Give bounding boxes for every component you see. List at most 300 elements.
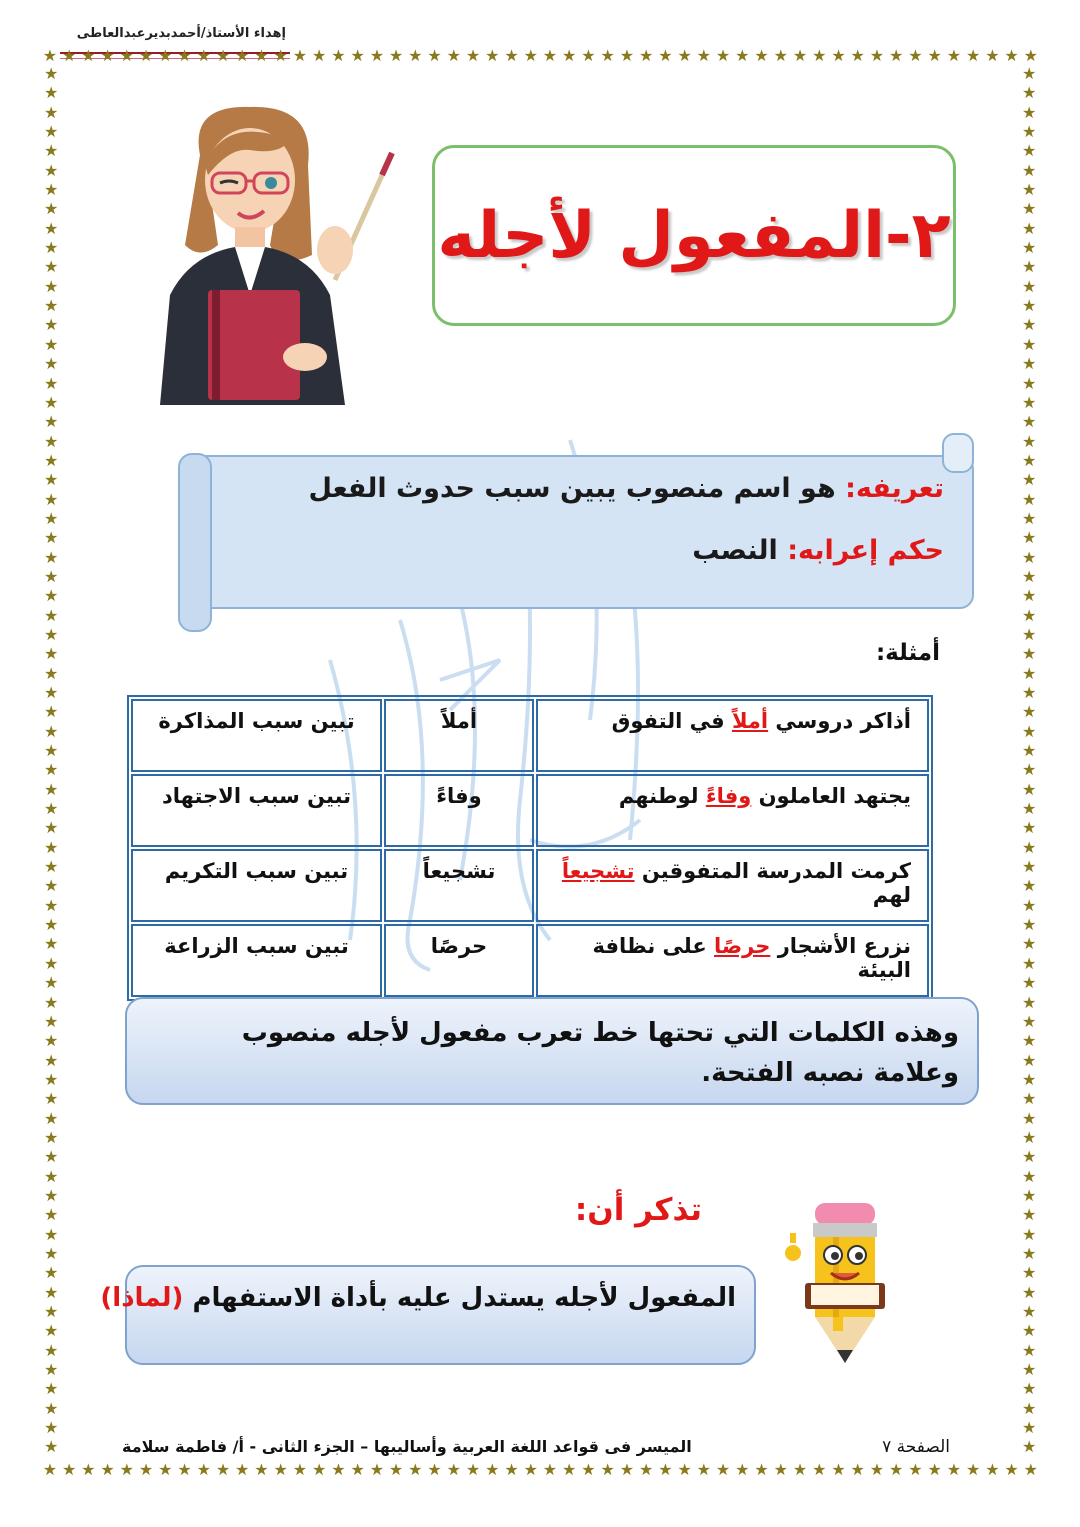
star-icon: ★ bbox=[44, 1379, 59, 1399]
sentence-part: لوطنهم bbox=[618, 784, 706, 808]
star-icon: ★ bbox=[42, 1460, 58, 1479]
star-icon: ★ bbox=[44, 528, 59, 548]
star-icon: ★ bbox=[1022, 160, 1037, 180]
star-icon: ★ bbox=[100, 46, 115, 65]
star-icon: ★ bbox=[44, 644, 59, 664]
star-icon: ★ bbox=[44, 354, 59, 374]
remember-box bbox=[100, 1265, 756, 1365]
table-row bbox=[131, 699, 929, 772]
definition-line bbox=[308, 473, 944, 504]
object-word: أملاً bbox=[384, 699, 534, 772]
star-icon: ★ bbox=[44, 1147, 59, 1167]
star-icon: ★ bbox=[908, 1460, 923, 1479]
examples-table bbox=[127, 695, 933, 1001]
star-icon: ★ bbox=[1022, 1050, 1037, 1070]
example-sentence bbox=[536, 699, 929, 772]
star-icon: ★ bbox=[1022, 1340, 1037, 1360]
star-icon: ★ bbox=[44, 1166, 59, 1186]
star-icon: ★ bbox=[44, 392, 59, 412]
star-icon: ★ bbox=[158, 1460, 173, 1479]
star-icon: ★ bbox=[44, 64, 59, 83]
sentence-part: نزرع الأشجار bbox=[770, 934, 911, 958]
star-icon: ★ bbox=[638, 46, 654, 65]
star-icon: ★ bbox=[44, 992, 59, 1012]
star-icon: ★ bbox=[1022, 566, 1037, 586]
star-icon: ★ bbox=[1022, 857, 1037, 877]
note-text: وهذه الكلمات التي تحتها خط تعرب مفعول لأجله منصوب وعلامة نصبه الفتحة. bbox=[241, 1018, 959, 1088]
star-border-column bbox=[1022, 66, 1036, 1456]
star-icon: ★ bbox=[1022, 431, 1037, 451]
star-icon: ★ bbox=[44, 102, 59, 122]
star-icon: ★ bbox=[44, 876, 59, 896]
star-icon: ★ bbox=[44, 566, 59, 586]
star-icon: ★ bbox=[44, 141, 59, 161]
star-icon: ★ bbox=[44, 489, 59, 509]
star-icon: ★ bbox=[715, 1460, 731, 1479]
star-icon: ★ bbox=[44, 683, 59, 702]
star-icon: ★ bbox=[658, 46, 673, 65]
star-icon: ★ bbox=[44, 296, 59, 316]
object-word: حرصًا bbox=[384, 924, 534, 997]
object-word: تشجيعاً bbox=[384, 849, 534, 922]
star-icon: ★ bbox=[61, 46, 77, 65]
star-icon: ★ bbox=[581, 46, 596, 65]
star-icon: ★ bbox=[773, 1460, 788, 1479]
star-border-column bbox=[44, 66, 58, 1456]
star-icon: ★ bbox=[1022, 392, 1037, 412]
star-icon: ★ bbox=[44, 586, 59, 606]
star-icon: ★ bbox=[44, 1069, 59, 1089]
star-icon: ★ bbox=[485, 46, 500, 65]
star-icon: ★ bbox=[1022, 528, 1037, 548]
star-icon: ★ bbox=[1022, 315, 1037, 335]
star-icon: ★ bbox=[44, 547, 59, 567]
star-icon: ★ bbox=[44, 160, 59, 180]
table-row bbox=[131, 924, 929, 997]
star-icon: ★ bbox=[1022, 334, 1037, 354]
star-icon: ★ bbox=[485, 1460, 500, 1479]
star-icon: ★ bbox=[1022, 1418, 1037, 1438]
star-icon: ★ bbox=[1022, 83, 1037, 103]
star-icon: ★ bbox=[44, 624, 59, 644]
star-icon: ★ bbox=[1022, 760, 1037, 780]
star-icon: ★ bbox=[1022, 586, 1037, 606]
star-icon: ★ bbox=[350, 1460, 365, 1479]
star-icon: ★ bbox=[44, 663, 59, 683]
star-icon: ★ bbox=[1022, 373, 1037, 393]
sentence-part: لهم bbox=[872, 883, 911, 907]
star-icon: ★ bbox=[562, 46, 577, 65]
star-icon: ★ bbox=[408, 46, 423, 65]
star-icon: ★ bbox=[1022, 605, 1037, 625]
star-icon: ★ bbox=[1022, 354, 1037, 374]
star-icon: ★ bbox=[44, 373, 59, 393]
star-icon: ★ bbox=[927, 1460, 942, 1479]
star-icon: ★ bbox=[44, 1321, 59, 1341]
star-icon: ★ bbox=[44, 895, 59, 915]
star-icon: ★ bbox=[350, 46, 365, 65]
star-icon: ★ bbox=[119, 1460, 134, 1479]
note-box bbox=[125, 997, 979, 1105]
star-icon: ★ bbox=[44, 1011, 59, 1031]
reason-text: تبين سبب التكريم bbox=[131, 849, 382, 922]
star-icon: ★ bbox=[1022, 180, 1037, 200]
star-icon: ★ bbox=[1022, 122, 1037, 142]
star-icon: ★ bbox=[581, 1460, 596, 1479]
sentence-part: كرمت المدرسة المتفوقين bbox=[634, 859, 911, 883]
star-icon: ★ bbox=[196, 46, 211, 65]
star-icon: ★ bbox=[44, 1089, 59, 1109]
star-icon: ★ bbox=[1022, 470, 1037, 490]
star-icon: ★ bbox=[1022, 141, 1037, 161]
star-icon: ★ bbox=[369, 46, 385, 65]
star-icon: ★ bbox=[44, 257, 59, 277]
star-icon: ★ bbox=[889, 46, 904, 65]
example-sentence bbox=[536, 774, 929, 847]
star-icon: ★ bbox=[388, 1460, 404, 1479]
star-icon: ★ bbox=[44, 508, 59, 528]
star-icon: ★ bbox=[1022, 1398, 1037, 1418]
star-icon: ★ bbox=[158, 46, 173, 65]
star-icon: ★ bbox=[1022, 1437, 1037, 1457]
star-icon: ★ bbox=[369, 1460, 385, 1479]
star-icon: ★ bbox=[44, 799, 59, 819]
table-row bbox=[131, 774, 929, 847]
star-icon: ★ bbox=[44, 276, 59, 296]
star-icon: ★ bbox=[1022, 644, 1037, 664]
star-icon: ★ bbox=[44, 83, 59, 103]
star-icon: ★ bbox=[1022, 1127, 1037, 1147]
star-icon: ★ bbox=[985, 1460, 1000, 1479]
star-icon: ★ bbox=[1022, 1089, 1037, 1109]
star-border-row bbox=[42, 1462, 1038, 1478]
highlighted-word: وفاءً bbox=[705, 784, 752, 808]
star-icon: ★ bbox=[677, 46, 692, 65]
star-icon: ★ bbox=[44, 1108, 59, 1128]
star-icon: ★ bbox=[1022, 721, 1037, 741]
star-icon: ★ bbox=[562, 1460, 577, 1479]
star-icon: ★ bbox=[965, 1460, 981, 1479]
sentence-part: يجتهد العاملون bbox=[751, 784, 911, 808]
star-icon: ★ bbox=[177, 46, 192, 65]
star-icon: ★ bbox=[44, 199, 59, 219]
pencil-mascot-illustration bbox=[775, 1185, 915, 1370]
star-icon: ★ bbox=[44, 334, 59, 354]
star-icon: ★ bbox=[542, 46, 558, 65]
star-icon: ★ bbox=[44, 180, 59, 200]
star-icon: ★ bbox=[1022, 1205, 1037, 1225]
star-icon: ★ bbox=[1023, 1460, 1038, 1479]
star-icon: ★ bbox=[1022, 412, 1037, 432]
star-icon: ★ bbox=[311, 1460, 327, 1479]
star-icon: ★ bbox=[1022, 1243, 1037, 1263]
star-icon: ★ bbox=[61, 1460, 77, 1479]
star-icon: ★ bbox=[44, 741, 59, 761]
star-icon: ★ bbox=[42, 46, 58, 65]
star-icon: ★ bbox=[869, 46, 885, 65]
star-icon: ★ bbox=[850, 46, 865, 65]
star-icon: ★ bbox=[812, 46, 827, 65]
star-icon: ★ bbox=[44, 1224, 59, 1244]
star-icon: ★ bbox=[44, 702, 59, 722]
highlighted-word: أملاً bbox=[731, 709, 769, 733]
lesson-title: ٢-المفعول لأجله bbox=[437, 198, 951, 273]
star-icon: ★ bbox=[427, 1460, 442, 1479]
star-border-row bbox=[42, 48, 1038, 64]
star-icon: ★ bbox=[1022, 102, 1037, 122]
star-icon: ★ bbox=[735, 46, 750, 65]
highlighted-word: تشجيعاً bbox=[561, 859, 635, 883]
star-icon: ★ bbox=[1022, 1185, 1037, 1205]
star-icon: ★ bbox=[44, 760, 59, 780]
star-icon: ★ bbox=[446, 1460, 461, 1479]
star-icon: ★ bbox=[81, 1460, 96, 1479]
star-icon: ★ bbox=[1022, 876, 1037, 896]
star-icon: ★ bbox=[44, 915, 59, 935]
star-icon: ★ bbox=[44, 1282, 59, 1302]
star-icon: ★ bbox=[44, 218, 59, 238]
star-icon: ★ bbox=[696, 1460, 712, 1479]
star-icon: ★ bbox=[754, 46, 769, 65]
star-icon: ★ bbox=[696, 46, 712, 65]
star-icon: ★ bbox=[1022, 1224, 1037, 1244]
star-icon: ★ bbox=[408, 1460, 423, 1479]
star-icon: ★ bbox=[427, 46, 442, 65]
star-icon: ★ bbox=[44, 1340, 59, 1360]
star-icon: ★ bbox=[292, 1460, 308, 1479]
star-icon: ★ bbox=[927, 46, 942, 65]
star-icon: ★ bbox=[754, 1460, 769, 1479]
star-icon: ★ bbox=[1023, 46, 1038, 65]
star-icon: ★ bbox=[44, 315, 59, 335]
star-icon: ★ bbox=[677, 1460, 692, 1479]
star-icon: ★ bbox=[81, 46, 96, 65]
star-icon: ★ bbox=[1004, 1460, 1019, 1479]
star-icon: ★ bbox=[1022, 1302, 1037, 1321]
star-icon: ★ bbox=[215, 46, 231, 65]
star-icon: ★ bbox=[44, 857, 59, 877]
star-icon: ★ bbox=[831, 46, 846, 65]
star-icon: ★ bbox=[1022, 489, 1037, 509]
star-icon: ★ bbox=[1022, 1069, 1037, 1089]
star-icon: ★ bbox=[1022, 508, 1037, 528]
star-icon: ★ bbox=[44, 122, 59, 142]
star-icon: ★ bbox=[273, 46, 288, 65]
star-icon: ★ bbox=[1022, 1360, 1037, 1380]
star-icon: ★ bbox=[600, 1460, 615, 1479]
definition-text: هو اسم منصوب يبين سبب حدوث الفعل bbox=[308, 473, 836, 504]
star-icon: ★ bbox=[1022, 199, 1037, 219]
star-icon: ★ bbox=[792, 1460, 808, 1479]
star-icon: ★ bbox=[311, 46, 327, 65]
star-icon: ★ bbox=[946, 1460, 962, 1479]
star-icon: ★ bbox=[1022, 1263, 1037, 1283]
remember-text-main: المفعول لأجله يستدل عليه بأداة الاستفهام bbox=[183, 1283, 736, 1313]
reason-text: تبين سبب المذاكرة bbox=[131, 699, 382, 772]
star-icon: ★ bbox=[44, 973, 59, 993]
object-word: وفاءً bbox=[384, 774, 534, 847]
star-icon: ★ bbox=[1022, 218, 1037, 238]
star-icon: ★ bbox=[465, 1460, 481, 1479]
sentence-part: أذاكر دروسي bbox=[768, 709, 911, 733]
star-icon: ★ bbox=[869, 1460, 885, 1479]
star-icon: ★ bbox=[44, 1437, 59, 1457]
star-icon: ★ bbox=[44, 1418, 59, 1438]
star-icon: ★ bbox=[44, 1398, 59, 1418]
examples-label: أمثلة: bbox=[875, 640, 940, 666]
star-icon: ★ bbox=[1022, 64, 1037, 83]
star-icon: ★ bbox=[1022, 296, 1037, 316]
star-icon: ★ bbox=[638, 1460, 654, 1479]
star-icon: ★ bbox=[1022, 1166, 1037, 1186]
remember-highlight: (لماذا) bbox=[100, 1283, 184, 1313]
star-icon: ★ bbox=[889, 1460, 904, 1479]
star-icon: ★ bbox=[44, 779, 59, 799]
ruling-line bbox=[692, 535, 944, 566]
footer-book-title: الميسر فى قواعد اللغة العربية وأساليبها – الجزء الثانى - أ/ فاطمة سلامة bbox=[122, 1437, 692, 1456]
star-icon: ★ bbox=[1022, 702, 1037, 722]
ruling-text: النصب bbox=[692, 535, 778, 566]
star-icon: ★ bbox=[44, 412, 59, 432]
star-icon: ★ bbox=[1022, 1379, 1037, 1399]
reason-text: تبين سبب الزراعة bbox=[131, 924, 382, 997]
star-icon: ★ bbox=[446, 46, 461, 65]
star-icon: ★ bbox=[292, 46, 308, 65]
star-icon: ★ bbox=[1022, 973, 1037, 993]
star-icon: ★ bbox=[273, 1460, 288, 1479]
definition-scroll bbox=[180, 455, 974, 609]
star-icon: ★ bbox=[985, 46, 1000, 65]
star-icon: ★ bbox=[850, 1460, 865, 1479]
star-icon: ★ bbox=[658, 1460, 673, 1479]
star-icon: ★ bbox=[44, 1263, 59, 1283]
dedication-text: إهداء الأستاذ/أحمدبديرعبدالعاطى bbox=[76, 26, 286, 41]
star-icon: ★ bbox=[773, 46, 788, 65]
reason-text: تبين سبب الاجتهاد bbox=[131, 774, 382, 847]
star-icon: ★ bbox=[215, 1460, 231, 1479]
star-icon: ★ bbox=[735, 1460, 750, 1479]
star-icon: ★ bbox=[44, 431, 59, 451]
star-icon: ★ bbox=[44, 1243, 59, 1263]
star-icon: ★ bbox=[254, 46, 269, 65]
scroll-curl-left bbox=[178, 453, 212, 632]
star-icon: ★ bbox=[235, 46, 250, 65]
star-icon: ★ bbox=[1022, 1031, 1037, 1051]
star-icon: ★ bbox=[44, 953, 59, 973]
sentence-part: على نظافة البيئة bbox=[592, 934, 911, 982]
star-icon: ★ bbox=[792, 46, 808, 65]
highlighted-word: حرصًا bbox=[714, 934, 771, 958]
star-icon: ★ bbox=[1022, 547, 1037, 567]
sentence-part: في التفوق bbox=[611, 709, 732, 733]
star-icon: ★ bbox=[1022, 1282, 1037, 1302]
star-icon: ★ bbox=[1022, 624, 1037, 644]
star-icon: ★ bbox=[1022, 953, 1037, 973]
star-icon: ★ bbox=[1022, 276, 1037, 296]
star-icon: ★ bbox=[619, 46, 635, 65]
star-icon: ★ bbox=[946, 46, 962, 65]
star-icon: ★ bbox=[1022, 1108, 1037, 1128]
example-sentence bbox=[536, 849, 929, 922]
star-icon: ★ bbox=[1022, 915, 1037, 935]
star-icon: ★ bbox=[44, 238, 59, 258]
star-icon: ★ bbox=[44, 1205, 59, 1225]
remember-label: تذكر أن: bbox=[574, 1192, 702, 1228]
star-icon: ★ bbox=[44, 470, 59, 490]
star-icon: ★ bbox=[44, 818, 59, 838]
teacher-illustration bbox=[130, 95, 420, 405]
star-icon: ★ bbox=[331, 46, 346, 65]
star-icon: ★ bbox=[1022, 934, 1037, 954]
star-icon: ★ bbox=[1004, 46, 1019, 65]
star-icon: ★ bbox=[44, 837, 59, 857]
star-icon: ★ bbox=[44, 1127, 59, 1147]
star-icon: ★ bbox=[1022, 741, 1037, 761]
star-icon: ★ bbox=[44, 1360, 59, 1380]
star-icon: ★ bbox=[504, 1460, 519, 1479]
star-icon: ★ bbox=[1022, 683, 1037, 702]
star-icon: ★ bbox=[138, 46, 154, 65]
star-icon: ★ bbox=[44, 605, 59, 625]
star-icon: ★ bbox=[235, 1460, 250, 1479]
star-icon: ★ bbox=[831, 1460, 846, 1479]
star-icon: ★ bbox=[1022, 895, 1037, 915]
star-icon: ★ bbox=[1022, 818, 1037, 838]
star-icon: ★ bbox=[812, 1460, 827, 1479]
star-icon: ★ bbox=[138, 1460, 154, 1479]
example-sentence bbox=[536, 924, 929, 997]
star-icon: ★ bbox=[44, 1050, 59, 1070]
star-icon: ★ bbox=[1022, 837, 1037, 857]
star-icon: ★ bbox=[44, 1302, 59, 1321]
star-icon: ★ bbox=[542, 1460, 558, 1479]
star-icon: ★ bbox=[523, 46, 538, 65]
star-icon: ★ bbox=[465, 46, 481, 65]
star-icon: ★ bbox=[177, 1460, 192, 1479]
star-icon: ★ bbox=[1022, 779, 1037, 799]
star-icon: ★ bbox=[1022, 450, 1037, 470]
star-icon: ★ bbox=[331, 1460, 346, 1479]
star-icon: ★ bbox=[965, 46, 981, 65]
star-icon: ★ bbox=[908, 46, 923, 65]
star-icon: ★ bbox=[619, 1460, 635, 1479]
remember-text bbox=[100, 1283, 736, 1313]
star-icon: ★ bbox=[1022, 1321, 1037, 1341]
star-icon: ★ bbox=[100, 1460, 115, 1479]
star-icon: ★ bbox=[44, 1031, 59, 1051]
ruling-label: حكم إعرابه: bbox=[787, 535, 944, 566]
star-icon: ★ bbox=[388, 46, 404, 65]
star-icon: ★ bbox=[1022, 238, 1037, 258]
star-icon: ★ bbox=[119, 46, 134, 65]
star-icon: ★ bbox=[1022, 1011, 1037, 1031]
star-icon: ★ bbox=[504, 46, 519, 65]
star-icon: ★ bbox=[44, 934, 59, 954]
star-icon: ★ bbox=[44, 1185, 59, 1205]
scroll-curl-right bbox=[942, 433, 974, 473]
star-icon: ★ bbox=[44, 721, 59, 741]
star-icon: ★ bbox=[1022, 257, 1037, 277]
star-icon: ★ bbox=[196, 1460, 211, 1479]
star-icon: ★ bbox=[715, 46, 731, 65]
definition-label: تعريفه: bbox=[845, 473, 944, 504]
star-icon: ★ bbox=[600, 46, 615, 65]
star-icon: ★ bbox=[523, 1460, 538, 1479]
lesson-title-box bbox=[432, 145, 956, 326]
star-icon: ★ bbox=[254, 1460, 269, 1479]
star-icon: ★ bbox=[1022, 992, 1037, 1012]
star-icon: ★ bbox=[44, 450, 59, 470]
